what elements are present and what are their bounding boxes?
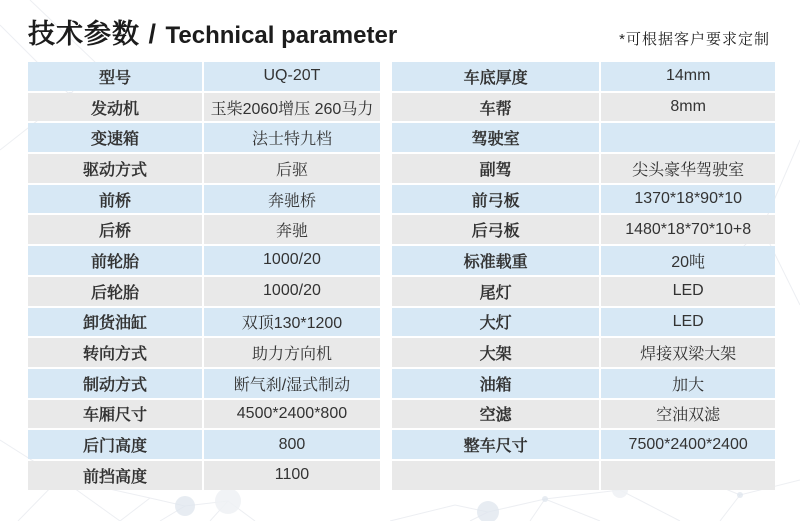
- table-row: [28, 369, 380, 398]
- table-row: [28, 338, 380, 367]
- param-label: 卸货油缸: [28, 308, 202, 337]
- table-row: [28, 430, 380, 459]
- param-value: 玉柴2060增压 260马力: [202, 93, 380, 122]
- table-row: [392, 246, 775, 275]
- param-label: 后桥: [28, 215, 202, 244]
- table-row: [392, 123, 775, 152]
- param-label: 车厢尺寸: [28, 400, 202, 429]
- param-label: 发动机: [28, 93, 202, 122]
- param-label: 制动方式: [28, 369, 202, 398]
- param-value: 空油双滤: [599, 400, 775, 429]
- table-row: [392, 185, 775, 214]
- table-row: [28, 93, 380, 122]
- table-row: [392, 277, 775, 306]
- param-label: 驾驶室: [392, 123, 599, 152]
- table-row: [392, 338, 775, 367]
- param-value: 1000/20: [202, 277, 380, 306]
- param-label: 后轮胎: [28, 277, 202, 306]
- param-value: 后驱: [202, 154, 380, 183]
- param-label: 前挡高度: [28, 461, 202, 490]
- param-value: 800: [202, 430, 380, 459]
- param-value: LED: [599, 308, 775, 337]
- param-value: [599, 461, 775, 490]
- param-value: 7500*2400*2400: [599, 430, 775, 459]
- param-value: [599, 123, 775, 152]
- param-value: UQ-20T: [202, 62, 380, 91]
- param-label: 前弓板: [392, 185, 599, 214]
- param-value: 14mm: [599, 62, 775, 91]
- table-row: [392, 369, 775, 398]
- page-title-separator: /: [140, 19, 166, 49]
- table-row: [392, 154, 775, 183]
- table-row: [392, 308, 775, 337]
- param-value: 20吨: [599, 246, 775, 275]
- param-label: 转向方式: [28, 338, 202, 367]
- table-row: [392, 400, 775, 429]
- header: [28, 16, 772, 56]
- param-label: 前轮胎: [28, 246, 202, 275]
- param-label: 型号: [28, 62, 202, 91]
- param-value: 1480*18*70*10+8: [599, 215, 775, 244]
- page-title-zh: 技术参数: [28, 19, 140, 49]
- param-value: 断气刹/湿式制动: [202, 369, 380, 398]
- table-row: [28, 277, 380, 306]
- spec-table-left: [28, 60, 380, 492]
- param-value: 1100: [202, 461, 380, 490]
- param-value: 8mm: [599, 93, 775, 122]
- param-value: LED: [599, 277, 775, 306]
- table-row: [28, 308, 380, 337]
- table-row: [392, 93, 775, 122]
- param-value: 法士特九档: [202, 123, 380, 152]
- param-label: 后门高度: [28, 430, 202, 459]
- param-value: 双顶130*1200: [202, 308, 380, 337]
- param-label: 前桥: [28, 185, 202, 214]
- table-row: [28, 215, 380, 244]
- param-value: 奔驰: [202, 215, 380, 244]
- table-row: [392, 62, 775, 91]
- param-label: 大架: [392, 338, 599, 367]
- param-label: 空滤: [392, 400, 599, 429]
- param-label: 变速箱: [28, 123, 202, 152]
- param-label: 大灯: [392, 308, 599, 337]
- param-value: 奔驰桥: [202, 185, 380, 214]
- param-value: 焊接双梁大架: [599, 338, 775, 367]
- param-label: 整车尺寸: [392, 430, 599, 459]
- table-row: [28, 246, 380, 275]
- param-value: 助力方向机: [202, 338, 380, 367]
- param-value: 尖头豪华驾驶室: [599, 154, 775, 183]
- param-label: 尾灯: [392, 277, 599, 306]
- table-row: [392, 461, 775, 490]
- param-value: 4500*2400*800: [202, 400, 380, 429]
- table-row: [28, 154, 380, 183]
- table-row: [28, 62, 380, 91]
- param-value: 1000/20: [202, 246, 380, 275]
- param-value: 加大: [599, 369, 775, 398]
- param-label: 标准载重: [392, 246, 599, 275]
- param-label: 油箱: [392, 369, 599, 398]
- table-row: [28, 461, 380, 490]
- param-label: 副驾: [392, 154, 599, 183]
- customization-note: *可根据客户要求定制: [619, 31, 770, 48]
- param-label: 车底厚度: [392, 62, 599, 91]
- param-label: 后弓板: [392, 215, 599, 244]
- table-row: [28, 123, 380, 152]
- table-row: [392, 430, 775, 459]
- spec-table-right: [392, 60, 775, 492]
- table-row: [28, 400, 380, 429]
- param-value: 1370*18*90*10: [599, 185, 775, 214]
- table-row: [392, 215, 775, 244]
- page-title-en: Technical parameter: [165, 22, 398, 49]
- param-label: 车帮: [392, 93, 599, 122]
- param-label: [392, 461, 599, 490]
- param-label: 驱动方式: [28, 154, 202, 183]
- table-row: [28, 185, 380, 214]
